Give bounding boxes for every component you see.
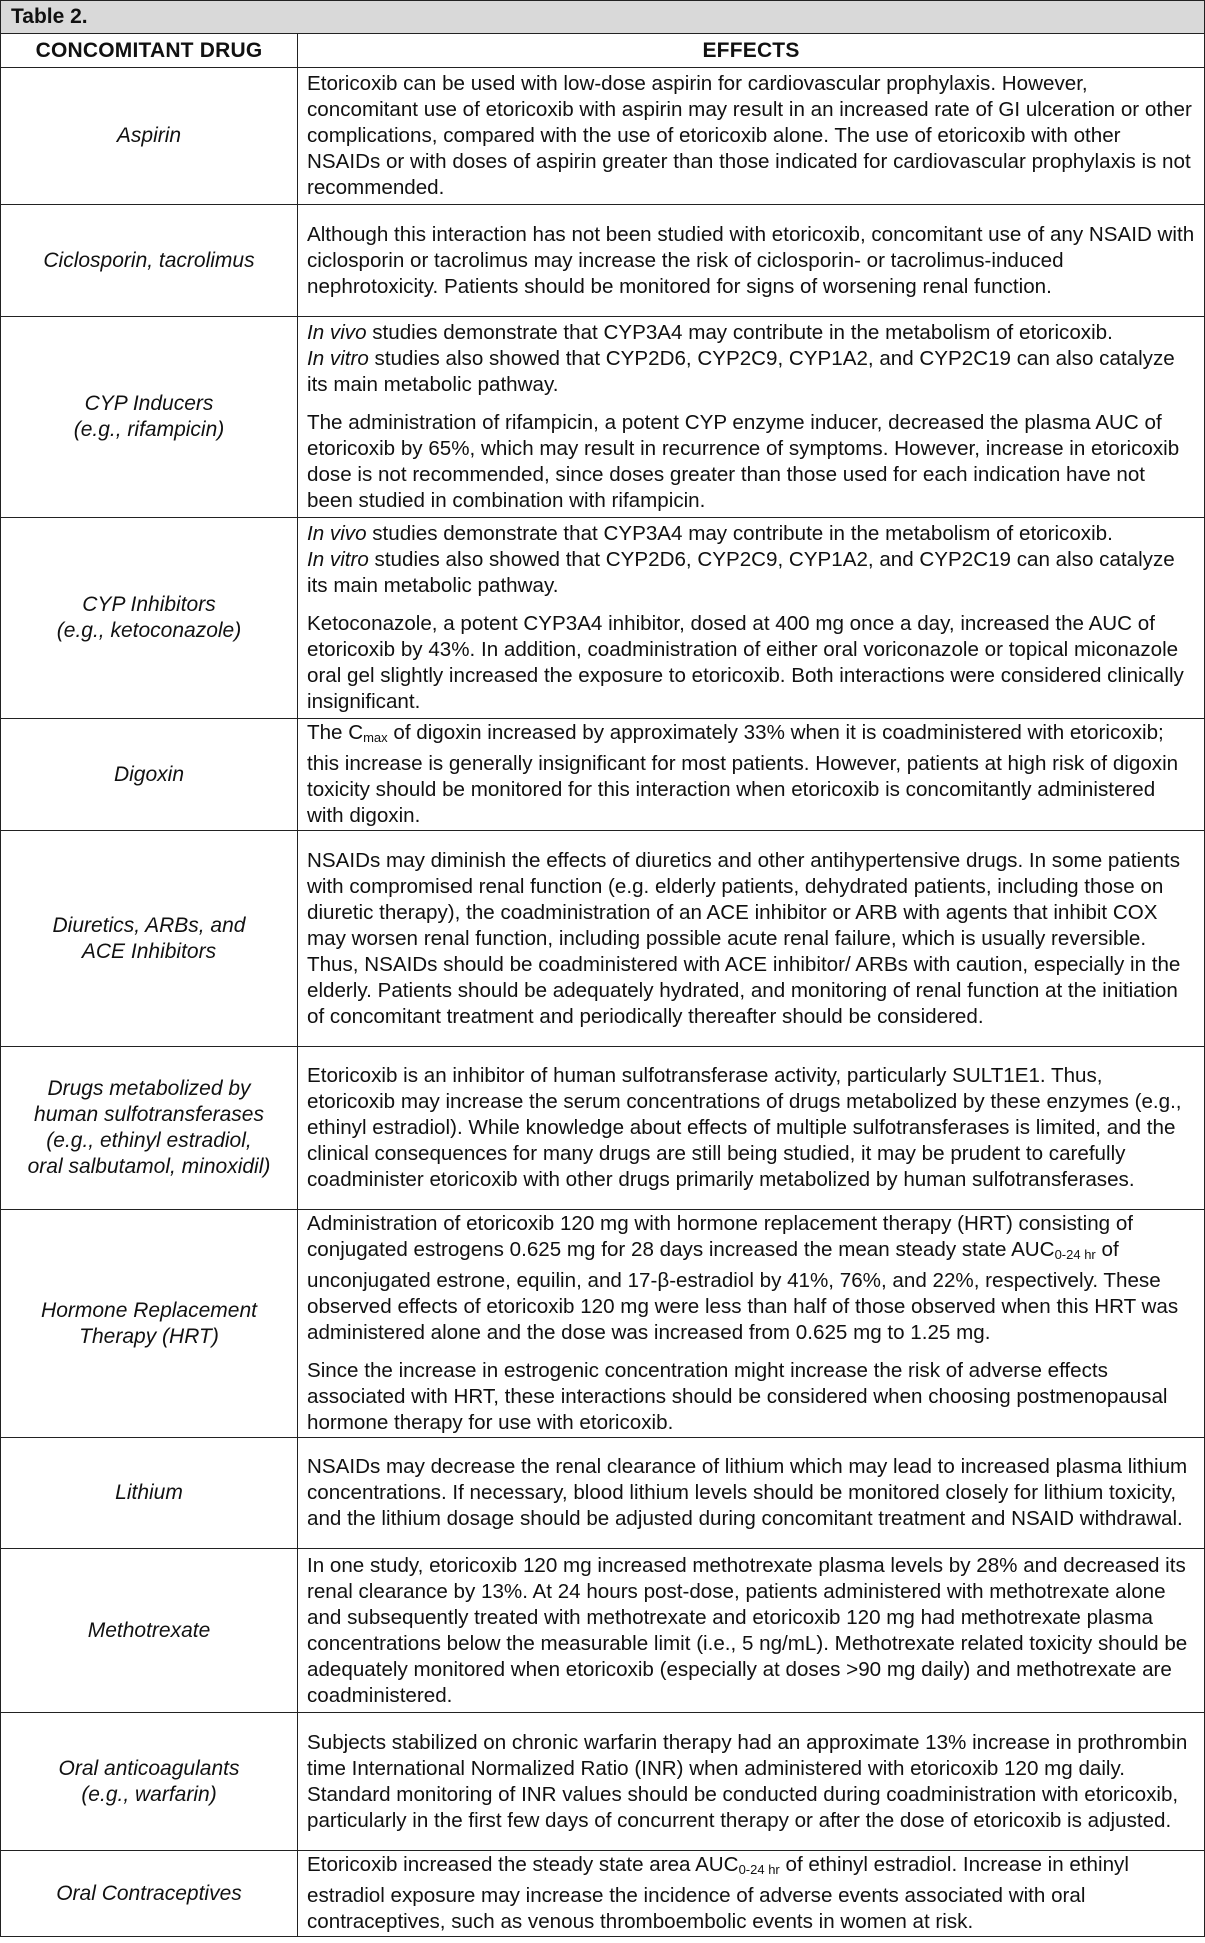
drug-name-cell xyxy=(1,1210,298,1438)
drug-name-cell xyxy=(1,518,298,719)
effects-text: of digoxin increased by approximately 33% when it is coadministered with etoricoxib; this increase is generally insignificant for most patients. However, patients at high risk of digoxin toxicity should be monitored for this interaction when etoricoxib is concomitantly administered with digoxin. xyxy=(307,721,1179,827)
effects-paragraph xyxy=(307,320,1196,398)
effects-cell xyxy=(298,317,1205,518)
drug-name-cont: Therapy (HRT) xyxy=(79,1324,219,1348)
table-row xyxy=(1,205,1205,317)
table-row xyxy=(1,1438,1205,1549)
in-vitro-text: studies also showed that CYP2D6, CYP2C9, CYP1A2, and CYP2C19 can also catalyze its main metabolic pathway. xyxy=(307,548,1175,597)
drug-name-cell xyxy=(1,1713,298,1851)
column-header-drug: CONCOMITANT DRUG xyxy=(1,34,298,68)
drug-name-cell xyxy=(1,1851,298,1937)
hrt-text-pre: Administration of etoricoxib 120 mg with hormone replacement therapy (HRT) consisting of conjugated estrogens 0.625 mg for 28 days increased the mean steady state AUC xyxy=(307,1212,1134,1261)
effects-paragraph: Although this interaction has not been studied with etoricoxib, concomitant use of any NSAID with ciclosporin or tacrolimus may increase the risk of ciclosporin- or tacrolimus-induced nephrotoxicity. Patients should be monitored for signs of worsening renal function. xyxy=(307,222,1195,298)
table-row xyxy=(1,719,1205,831)
effects-paragraph xyxy=(307,521,1196,599)
effects-paragraph xyxy=(307,1211,1196,1346)
drug-name-cell xyxy=(1,205,298,317)
hrt-text-post: of unconjugated estrone, equilin, and 17-β-estradiol by 41%, 76%, and 22%, respectively. These observed effects of etoricoxib 120 mg were less than half of those observed when this HRT was administered alone and the dose was increased from 0.625 mg to 1.25 mg. xyxy=(307,1238,1179,1344)
caption-row xyxy=(1,1,1205,34)
table-caption: Table 2. xyxy=(1,1,1205,34)
oc-text-post: of ethinyl estradiol. Increase in ethinyl estradiol exposure may increase the incidence of adverse events associated with oral contraceptives, such as venous thromboembolic events in women at risk. xyxy=(307,1853,1129,1933)
table-row xyxy=(1,1549,1205,1713)
effects-paragraph xyxy=(307,720,1196,829)
cmax-subscript: max xyxy=(363,730,388,745)
effects-cell xyxy=(298,1047,1205,1210)
effects-cell xyxy=(298,1549,1205,1713)
drug-name: Drugs metabolized by xyxy=(47,1077,251,1100)
effects-paragraph: Etoricoxib can be used with low-dose aspirin for cardiovascular prophylaxis. However, concomitant use of etoricoxib with aspirin may result in an increased rate of GI ulceration or other complications, compared with the use of etoricoxib alone. The use of etoricoxib with other NSAIDs or with doses of aspirin greater than those indicated for cardiovascular prophylaxis is not recommended. xyxy=(307,72,1192,199)
in-vitro-text: studies also showed that CYP2D6, CYP2C9, CYP1A2, and CYP2C19 can also catalyze its main metabolic pathway. xyxy=(307,347,1175,396)
drug-name-cell xyxy=(1,68,298,205)
header-row xyxy=(1,34,1205,68)
effects-paragraph: In one study, etoricoxib 120 mg increased methotrexate plasma levels by 28% and decreased its renal clearance by 13%. At 24 hours post-dose, patients administered with methotrexate alone and subsequently treated with methotrexate and etoricoxib 120 mg had methotrexate plasma concentrations below the measurable limit (i.e., 5 ng/mL). Methotrexate related toxicity should be adequately monitored when etoricoxib (especially at doses >90 mg daily) and methotrexate are coadministered. xyxy=(307,1553,1188,1707)
table-row xyxy=(1,1851,1205,1937)
table-row xyxy=(1,831,1205,1047)
effects-cell xyxy=(298,1851,1205,1937)
effects-cell xyxy=(298,1210,1205,1438)
drug-name: Digoxin xyxy=(113,762,185,786)
effects-paragraph: Subjects stabilized on chronic warfarin therapy had an approximate 13% increase in prothrombin time International Normalized Ratio (INR) when administered with etoricoxib 120 mg daily. Standard monitoring of INR values should be conducted during coadministration with etoricoxib, particularly in the first few days of concurrent therapy or after the dose of etoricoxib is adjusted. xyxy=(307,1730,1188,1832)
drug-name-cell xyxy=(1,1549,298,1713)
effects-paragraph: The administration of rifampicin, a potent CYP enzyme inducer, decreased the plasma AUC of etoricoxib by 65%, which may result in recurrence of symptoms. However, increase in etoricoxib dose is not recommended, since doses greater than those used for each indication have not been studied in combination with rifampicin. xyxy=(307,411,1180,512)
drug-name: CYP Inducers xyxy=(84,392,214,415)
in-vivo-text: studies demonstrate that CYP3A4 may contribute in the metabolism of etoricoxib. xyxy=(366,321,1113,344)
table-row xyxy=(1,1210,1205,1438)
drug-example: (e.g., rifampicin) xyxy=(73,418,225,441)
oc-text-pre: Etoricoxib increased the steady state area AUC xyxy=(307,1853,739,1876)
drug-name: Hormone Replacement xyxy=(41,1298,257,1322)
effects-paragraph: Etoricoxib is an inhibitor of human sulfotransferase activity, particularly SULT1E1. Thus, etoricoxib may increase the serum concentrations of drugs metabolized by these enzymes (e.g., ethinyl estradiol). While knowledge about effects of multiple sulfotransferases is limited, and the clinical consequences for many drugs are still being studied, it may be prudent to carefully coadminister etoricoxib with other drugs primarily metabolized by human sulfotransferases. xyxy=(307,1064,1182,1191)
drug-name: Oral anticoagulants xyxy=(58,1756,240,1780)
drug-name-cell xyxy=(1,317,298,518)
drug-name: Methotrexate xyxy=(87,1618,211,1642)
table-row xyxy=(1,68,1205,205)
cmax-lead: The C xyxy=(307,721,364,744)
table-row xyxy=(1,518,1205,719)
effects-cell xyxy=(298,1438,1205,1549)
drug-example: (e.g., ketoconazole) xyxy=(56,619,242,642)
drug-name-cont: human sulfotransferases xyxy=(34,1103,264,1126)
drug-name-cont: ACE Inhibitors xyxy=(81,939,217,963)
in-vivo-label: In vivo xyxy=(307,321,367,344)
drug-name: Diuretics, ARBs, and xyxy=(52,913,246,937)
effects-cell xyxy=(298,68,1205,205)
in-vitro-label: In vitro xyxy=(307,548,369,571)
effects-cell xyxy=(298,1713,1205,1851)
column-header-effects: EFFECTS xyxy=(298,34,1205,68)
drug-name-cell xyxy=(1,719,298,831)
effects-paragraph xyxy=(307,1852,1196,1935)
in-vivo-label: In vivo xyxy=(307,522,367,545)
table-row xyxy=(1,1047,1205,1210)
effects-paragraph: NSAIDs may diminish the effects of diuretics and other antihypertensive drugs. In some patients with compromised renal function (e.g. elderly patients, dehydrated patients, including those on diuretic therapy), the coadministration of an ACE inhibitor or ARB with agents that inhibit COX may worsen renal function, including possible acute renal failure, which is usually reversible. Thus, NSAIDs should be coadministered with ACE inhibitor/ ARBs with caution, especially in the elderly. Patients should be adequately hydrated, and monitoring of renal function at the initiation of concomitant treatment and periodically thereafter should be considered. xyxy=(307,848,1181,1028)
effects-cell xyxy=(298,719,1205,831)
effects-cell xyxy=(298,518,1205,719)
drug-name-cell xyxy=(1,1047,298,1210)
effects-paragraph: Since the increase in estrogenic concentration might increase the risk of adverse effects associated with HRT, these interactions should be considered when choosing postmenopausal hormone therapy for use with etoricoxib. xyxy=(307,1359,1168,1434)
in-vitro-label: In vitro xyxy=(307,347,369,370)
effects-cell xyxy=(298,831,1205,1047)
drug-name: Ciclosporin, tacrolimus xyxy=(43,248,255,272)
effects-paragraph: NSAIDs may decrease the renal clearance of lithium which may lead to increased plasma lithium concentrations. If necessary, blood lithium levels should be monitored closely for lithium toxicity, and the lithium dosage should be adjusted during concomitant treatment and NSAID withdrawal. xyxy=(307,1455,1188,1530)
table-row xyxy=(1,317,1205,518)
drug-name-cell xyxy=(1,1438,298,1549)
drug-name: Oral Contraceptives xyxy=(56,1881,242,1905)
drug-example: (e.g., warfarin) xyxy=(81,1782,217,1806)
effects-paragraph: Ketoconazole, a potent CYP3A4 inhibitor, dosed at 400 mg once a day, increased the AUC of etoricoxib by 43%. In addition, coadministration of either oral voriconazole or topical miconazole oral gel slightly increased the exposure to etoricoxib. Both interactions were considered clinically insignificant. xyxy=(307,612,1184,713)
drug-name: Lithium xyxy=(115,1481,183,1504)
drug-name-cell xyxy=(1,831,298,1047)
drug-example-cont: oral salbutamol, minoxidil) xyxy=(27,1155,271,1178)
effects-cell xyxy=(298,205,1205,317)
in-vivo-text: studies demonstrate that CYP3A4 may contribute in the metabolism of etoricoxib. xyxy=(366,522,1113,545)
auc-subscript: 0-24 hr xyxy=(738,1862,780,1877)
drug-name: CYP Inhibitors xyxy=(82,593,216,616)
table-row xyxy=(1,1713,1205,1851)
drug-name: Aspirin xyxy=(116,124,182,147)
auc-subscript: 0-24 hr xyxy=(1054,1247,1096,1262)
drug-example: (e.g., ethinyl estradiol, xyxy=(46,1129,252,1152)
